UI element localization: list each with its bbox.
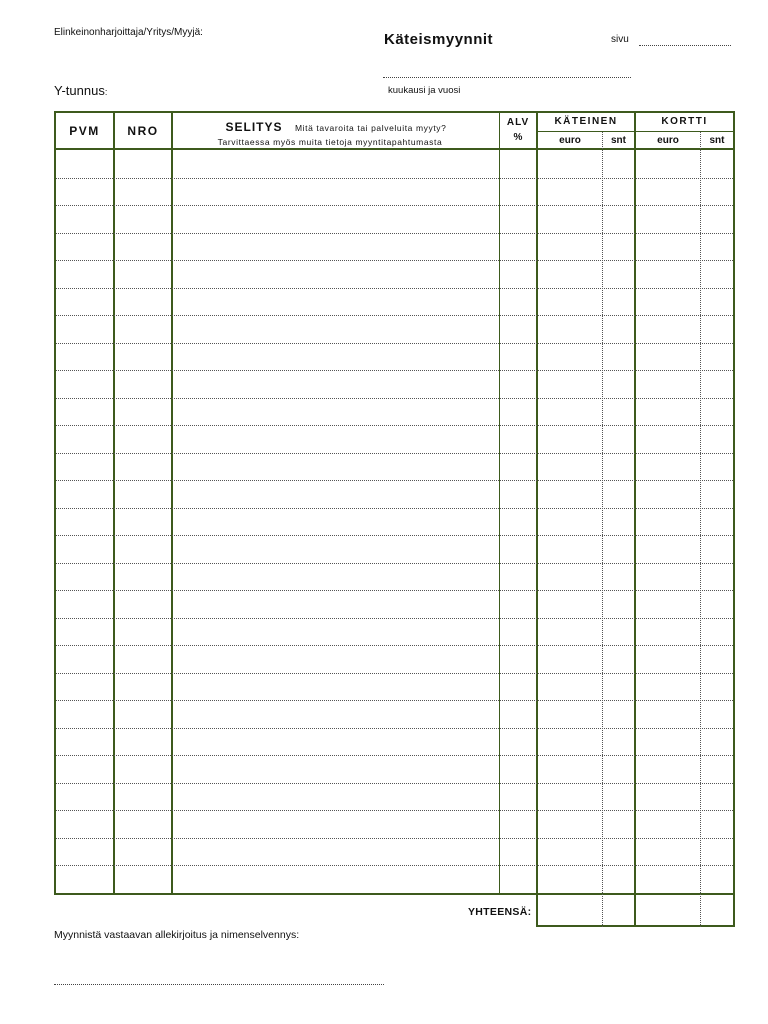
- subheader-cash-euro: euro: [559, 135, 581, 146]
- table-row[interactable]: [56, 618, 733, 646]
- table-row[interactable]: [56, 343, 733, 371]
- page-number-label: sivu: [611, 34, 629, 45]
- business-id-label: Y-tunnus: [54, 83, 105, 98]
- header-alv-unit: %: [513, 132, 523, 143]
- table-row[interactable]: [56, 453, 733, 481]
- period-label: kuukausi ja vuosi: [388, 85, 461, 96]
- header-cash: KÄTEINEN: [554, 116, 618, 127]
- seller-label: Elinkeinonharjoittaja/Yritys/Myyjä:: [54, 27, 203, 38]
- page-title: Käteismyynnit: [384, 31, 494, 48]
- table-row[interactable]: [56, 480, 733, 508]
- table-row[interactable]: [56, 425, 733, 453]
- table-row[interactable]: [56, 178, 733, 206]
- table-row[interactable]: [56, 233, 733, 261]
- table-row[interactable]: [56, 535, 733, 563]
- subheader-card-snt: snt: [709, 135, 725, 146]
- subheader-card-euro: euro: [657, 135, 679, 146]
- table-row[interactable]: [56, 810, 733, 838]
- header-card: KORTTI: [661, 116, 708, 127]
- sales-table: [54, 111, 735, 918]
- table-row[interactable]: [56, 783, 733, 811]
- total-row-bottom: [536, 925, 735, 927]
- signature-label: Myynnistä vastaavan allekirjoitus ja nimenselvennys:: [54, 929, 300, 941]
- table-row[interactable]: [56, 563, 733, 591]
- page-number-field[interactable]: [639, 36, 731, 46]
- header-pvm: PVM: [69, 124, 100, 138]
- header-selitys-title: SELITYS: [225, 120, 283, 134]
- header-alv: ALV: [506, 117, 530, 128]
- table-border-top: [54, 111, 735, 113]
- table-row[interactable]: [56, 508, 733, 536]
- header-selitys-hint2: Tarvittaessa myös muita tietoja myyntitapahtumasta: [217, 137, 443, 147]
- table-row[interactable]: [56, 315, 733, 343]
- table-row[interactable]: [56, 755, 733, 783]
- business-id: [54, 82, 107, 100]
- table-row[interactable]: [56, 673, 733, 701]
- total-label: YHTEENSÄ:: [468, 906, 532, 918]
- table-row[interactable]: [56, 728, 733, 756]
- table-border-bottom: [54, 893, 735, 895]
- subheader-cash-snt: snt: [611, 135, 626, 146]
- header-nro: NRO: [127, 124, 159, 138]
- header-selitys-hint: Mitä tavaroita tai palveluita myyty?: [294, 123, 447, 133]
- table-row[interactable]: [56, 288, 733, 316]
- table-row[interactable]: [56, 700, 733, 728]
- subheader-line: [536, 131, 735, 132]
- period-field[interactable]: [383, 68, 631, 78]
- table-row[interactable]: [56, 865, 733, 893]
- table-row[interactable]: [56, 838, 733, 866]
- table-row[interactable]: [56, 205, 733, 233]
- table-row[interactable]: [56, 590, 733, 618]
- table-row[interactable]: [56, 398, 733, 426]
- header-selitys: [173, 118, 499, 147]
- table-row[interactable]: [56, 645, 733, 673]
- table-border-right: [733, 111, 735, 927]
- business-id-colon: :: [104, 87, 108, 97]
- table-row[interactable]: [56, 150, 733, 178]
- signature-line[interactable]: [54, 975, 384, 985]
- table-row[interactable]: [56, 260, 733, 288]
- table-row[interactable]: [56, 370, 733, 398]
